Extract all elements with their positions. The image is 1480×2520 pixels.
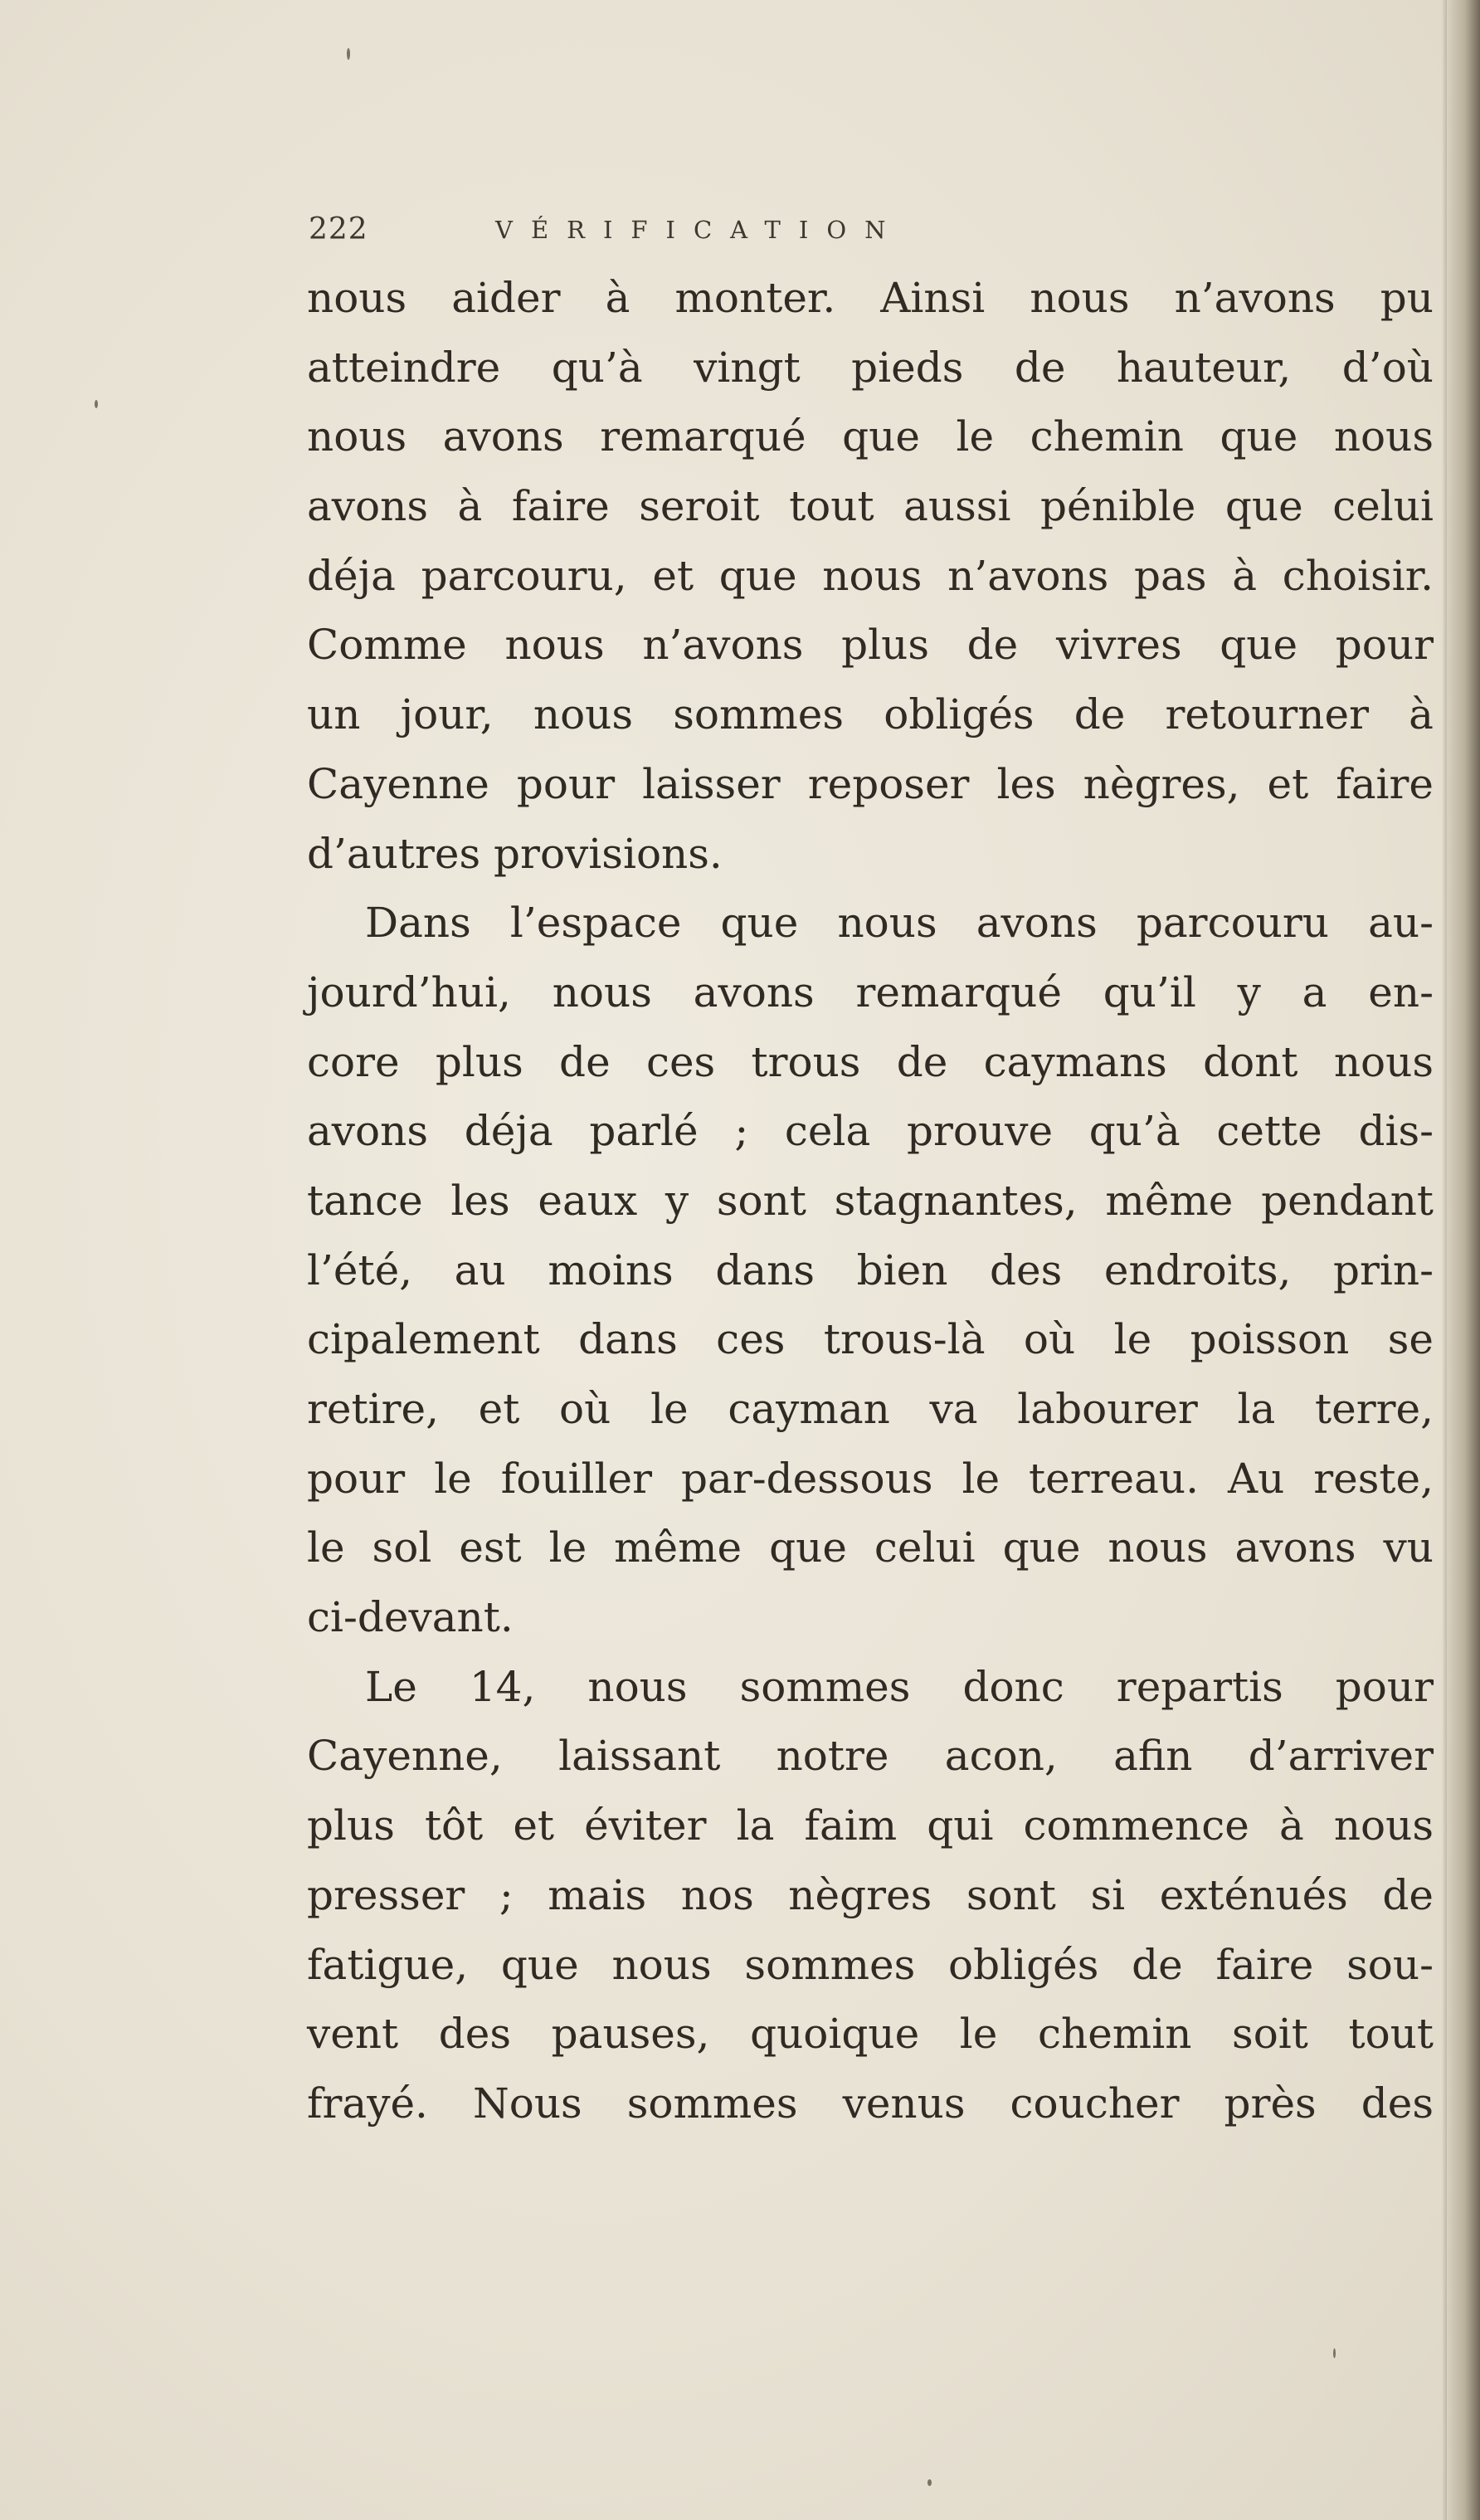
text-line: fatigue, que nous sommes obligés de faire sou-	[307, 1940, 1434, 1989]
text-line: déja parcouru, et que nous n’avons pas à choisir.	[307, 551, 1434, 600]
text-line: nous aider à monter. Ainsi nous n’avons pu	[307, 274, 1434, 322]
paper-speck	[95, 400, 98, 408]
text-line: frayé. Nous sommes venus coucher près des	[307, 2079, 1434, 2128]
text-line: cipalement dans ces trous-là où le poisson se	[307, 1315, 1434, 1364]
body-text	[307, 264, 1434, 2139]
text-line: le sol est le même que celui que nous avons vu	[307, 1523, 1434, 1572]
text-line: ci-devant.	[307, 1593, 514, 1642]
text-line: Comme nous n’avons plus de vivres que pour	[307, 621, 1434, 670]
paper-speck	[927, 2479, 932, 2486]
running-title: VÉRIFICATION	[495, 216, 904, 244]
text-line: l’été, au moins dans bien des endroits, prin-	[307, 1245, 1434, 1294]
text-line: Cayenne, laissant notre acon, afin d’arriver	[307, 1732, 1434, 1781]
text-line: presser ; mais nos nègres sont si exténués de	[307, 1870, 1434, 1919]
text-line: pour le fouiller par-dessous le terreau. Au reste,	[307, 1454, 1434, 1503]
page-binding-edge	[1447, 0, 1480, 2520]
paper-speck	[1333, 2348, 1336, 2358]
text-line: nous avons remarqué que le chemin que nous	[307, 412, 1434, 461]
text-line: d’autres provisions.	[307, 829, 723, 878]
text-line: plus tôt et éviter la faim qui commence à nous	[307, 1801, 1434, 1850]
paragraph-start-line: Dans l’espace que nous avons parcouru au-	[365, 899, 1434, 948]
text-line: retire, et où le cayman va labourer la terre,	[307, 1385, 1434, 1433]
text-line: un jour, nous sommes obligés de retourner à	[307, 690, 1434, 739]
paragraph-start-line: Le 14, nous sommes donc repartis pour	[365, 1662, 1434, 1711]
text-line: vent des pauses, quoique le chemin soit tout	[307, 2010, 1434, 2059]
page-number: 222	[309, 212, 368, 246]
page-header	[309, 212, 1171, 262]
text-line: Cayenne pour laisser reposer les nègres, et faire	[307, 759, 1434, 808]
text-line: avons à faire seroit tout aussi pénible que celui	[307, 482, 1434, 531]
text-line: avons déja parlé ; cela prouve qu’à cette dis-	[307, 1107, 1434, 1156]
text-line: core plus de ces trous de caymans dont nous	[307, 1037, 1434, 1086]
text-line: tance les eaux y sont stagnantes, même pendant	[307, 1176, 1434, 1225]
text-line: jourd’hui, nous avons remarqué qu’il y a en-	[307, 968, 1434, 1016]
text-line: atteindre qu’à vingt pieds de hauteur, d’où	[307, 343, 1434, 392]
paper-speck	[347, 48, 350, 60]
